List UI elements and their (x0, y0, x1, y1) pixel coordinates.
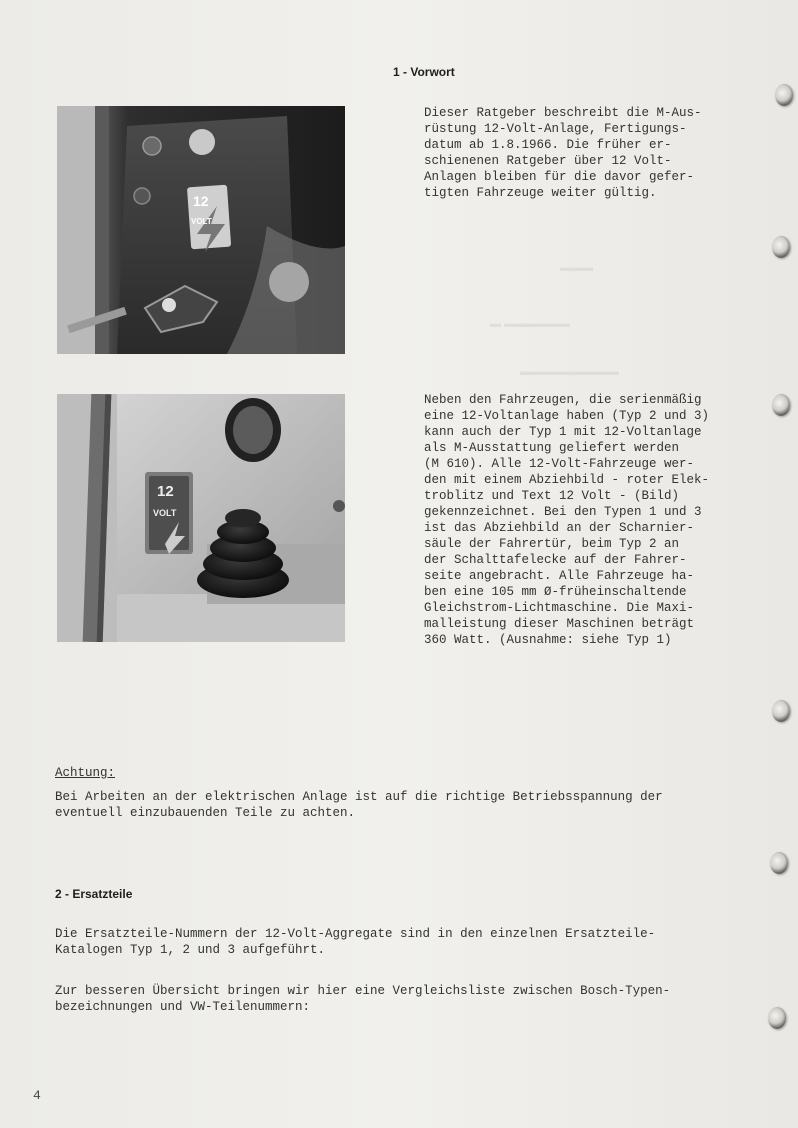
intro-line: tigten Fahrzeuge weiter gültig. (424, 186, 657, 200)
body-line: ist das Abziehbild an der Scharnier- (424, 521, 695, 535)
body-line: der Schalttafelecke auf der Fahrer- (424, 553, 687, 567)
decal-text-volt: VOLT (153, 508, 177, 518)
binder-hole-icon (770, 852, 788, 874)
intro-line: Anlagen bleiben für die davor gefer- (424, 170, 695, 184)
page-number: 4 (33, 1088, 41, 1103)
body-line: 360 Watt. (Ausnahme: siehe Typ 1) (424, 633, 672, 647)
intro-line: Dieser Ratgeber beschreibt die M-Aus- (424, 106, 702, 120)
body-line: Neben den Fahrzeugen, die serienmäßig (424, 393, 702, 407)
body-line: Gleichstrom-Lichtmaschine. Die Maxi- (424, 601, 695, 615)
section2-heading: 2 - Ersatzteile (55, 887, 133, 901)
warning-line: Bei Arbeiten an der elektrischen Anlage ist auf die richtige Betriebsspannung der (55, 790, 663, 804)
intro-line: datum ab 1.8.1966. Die früher er- (424, 138, 672, 152)
photo-dashboard-decal (57, 394, 345, 642)
para-line: bezeichnungen und VW-Teilenummern: (55, 1000, 311, 1014)
para-line: Zur besseren Übersicht bringen wir hier eine Vergleichsliste zwischen Bosch-Typen- (55, 984, 671, 998)
decal-text-12: 12 (193, 193, 209, 209)
photo-door-pillar-decal (57, 106, 345, 354)
decal-text-12: 12 (157, 483, 174, 500)
body-line: eine 12-Voltanlage haben (Typ 2 und 3) (424, 409, 710, 423)
warning-line: eventuell einzubauenden Teile zu achten. (55, 806, 356, 820)
body-line: seite angebracht. Alle Fahrzeuge ha- (424, 569, 695, 583)
decal-text-volt: VOLT (191, 217, 212, 226)
body-line: kann auch der Typ 1 mit 12-Voltanlage (424, 425, 702, 439)
intro-line: rüstung 12-Volt-Anlage, Fertigungs- (424, 122, 687, 136)
body-line: den mit einem Abziehbild - roter Elek- (424, 473, 710, 487)
bleed-through-text: ▬▬▬▬▬▬▬▬▬ (520, 366, 619, 378)
para-line: Katalogen Typ 1, 2 und 3 aufgeführt. (55, 943, 326, 957)
binder-hole-icon (772, 394, 790, 416)
photo-dashboard-image (57, 394, 345, 642)
body-line: als M-Ausstattung geliefert werden (424, 441, 680, 455)
warning-title: Achtung: (55, 766, 116, 780)
body-line: malleistung dieser Maschinen beträgt (424, 617, 695, 631)
body-line: troblitz und Text 12 Volt - (Bild) (424, 489, 680, 503)
section1-heading: 1 - Vorwort (393, 65, 455, 79)
binder-hole-icon (772, 236, 790, 258)
binder-hole-icon (772, 700, 790, 722)
bleed-through-text: ▬▬▬ (560, 262, 593, 274)
body-line: ben eine 105 mm Ø-früheinschaltende (424, 585, 687, 599)
photo-door-pillar-image (57, 106, 345, 354)
binder-hole-icon (768, 1007, 786, 1029)
para-line: Die Ersatzteile-Nummern der 12-Volt-Aggregate sind in den einzelnen Ersatzteile- (55, 927, 656, 941)
body-line: (M 610). Alle 12-Volt-Fahrzeuge wer- (424, 457, 695, 471)
intro-line: schienenen Ratgeber über 12 Volt- (424, 154, 672, 168)
bleed-through-text: ▬ ▬▬▬▬▬▬ (490, 318, 571, 330)
body-line: säule der Fahrertür, beim Typ 2 an (424, 537, 680, 551)
binder-hole-icon (775, 84, 793, 106)
body-line: gekennzeichnet. Bei den Typen 1 und 3 (424, 505, 702, 519)
